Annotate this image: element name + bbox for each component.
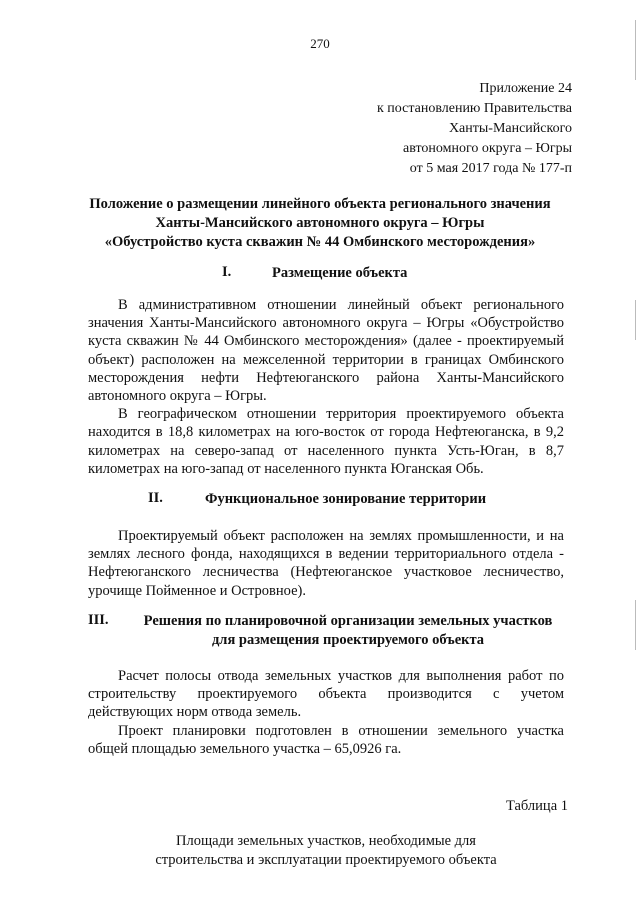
appendix-line: Ханты-Мансийского [448, 121, 572, 136]
paragraph: В административном отношении линейный объект регионального значения Ханты-Мансийского автономного округа – Югры «Обустройство куста скважин № 44 Омбинского месторождения» (далее - проектируемый объект) расположен на межселенной территории в границах Омбинского месторождения нефти Нефтеюганского района Ханты-Мансийского автономного округа – Югры. [88, 297, 564, 405]
paragraph: Проектируемый объект расположен на землях промышленности, и на землях лесного фонда, находящихся в ведении территориального отдела - Нефтеюганского лесничества (Нефтеюганское участковое лесничество, урочище Пойменное и Островное). [88, 528, 564, 599]
section-3-number: III. [88, 612, 109, 628]
section-1-number: I. [222, 264, 232, 280]
appendix-line: Приложение 24 [479, 81, 572, 96]
heading-line: Решения по планировочной организации земельных участков [143, 613, 553, 629]
appendix-line: автономного округа – Югры [403, 141, 572, 156]
title-line: «Обустройство куста скважин № 44 Омбинского месторождения» [104, 234, 536, 250]
paragraph: Расчет полосы отвода земельных участков для выполнения работ по строительству проектируемого объекта производится с учетом действующих норм отвода земель. [88, 668, 564, 721]
section-2-body [88, 527, 564, 600]
section-1-body [88, 296, 564, 478]
paragraph: Проект планировки подготовлен в отношении земельного участка общей площадью земельного участка – 65,0926 га. [88, 722, 564, 757]
title-line: Ханты-Мансийского автономного округа – Югры [155, 215, 485, 231]
title-line: Положение о размещении линейного объекта регионального значения [89, 196, 551, 212]
caption-line: строительства и эксплуатации проектируемого объекта [155, 852, 497, 868]
table-caption [88, 832, 564, 870]
heading-line: для размещения проектируемого объекта [211, 632, 485, 648]
appendix-block [377, 79, 572, 179]
table-label: Таблица 1 [505, 798, 568, 814]
section-3-heading [128, 612, 568, 650]
caption-line: Площади земельных участков, необходимые для [176, 833, 476, 849]
scan-edge-mark [635, 20, 636, 80]
section-3-body [88, 667, 564, 758]
section-1-heading: Размещение объекта [272, 265, 408, 281]
document-title [60, 195, 580, 252]
paragraph: В географическом отношении территория проектируемого объекта находится в 18,8 километрах на юго-восток от города Нефтеюганска, в 9,2 километрах на северо-запад от населенного пункта Усть-Юган, в 8,7 километрах на юго-запад от населенного пункта Юганская Обь. [88, 406, 564, 477]
page-number: 270 [310, 36, 330, 51]
scan-edge-mark [635, 300, 636, 340]
appendix-line: к постановлению Правительства [376, 101, 572, 116]
scan-edge-mark [635, 600, 636, 650]
appendix-line: от 5 мая 2017 года № 177-п [409, 161, 572, 176]
section-2-heading: Функциональное зонирование территории [205, 491, 487, 507]
section-2-number: II. [148, 490, 163, 506]
